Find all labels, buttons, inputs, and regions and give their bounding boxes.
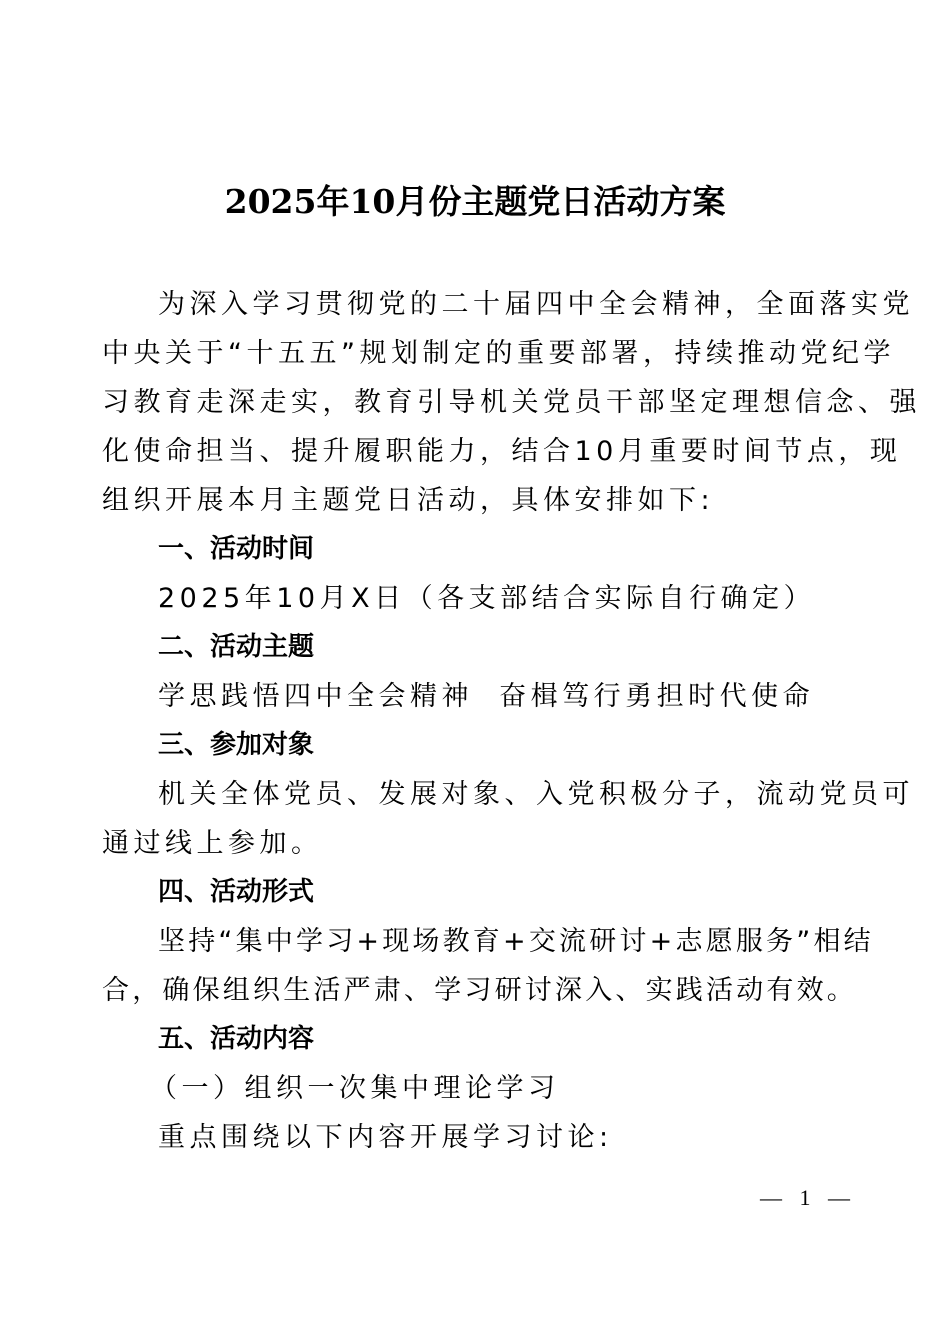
section-content-text: 重点围绕以下内容开展学习讨论: [158,1122,613,1153]
section-heading-theme: 二、活动主题 [158,632,315,662]
section-heading-content: 五、活动内容 [158,1024,315,1054]
section-participants-line-2: 通过线上参加。 [102,828,323,859]
section-time-text: 2025年10月X日（各支部结合实际自行确定） [158,583,816,614]
intro-line-2: 中央关于“十五五”规划制定的重要部署，持续推动党纪学 [102,338,895,369]
section-heading-format: 四、活动形式 [158,877,315,907]
section-heading-participants: 三、参加对象 [158,730,315,760]
intro-line-4: 化使命担当、提升履职能力，结合10月重要时间节点，现 [102,436,902,467]
section-format-line-2: 合，确保组织生活严肃、学习研讨深入、实践活动有效。 [102,975,857,1006]
section-participants-line-1: 机关全体党员、发展对象、入党积极分子，流动党员可 [158,779,914,810]
section-format-line-1: 坚持“集中学习+现场教育+交流研讨+志愿服务”相结 [158,926,874,957]
section-heading-time: 一、活动时间 [158,534,315,564]
section-theme-text: 学思践悟四中全会精神 奋楫笃行勇担时代使命 [158,681,815,712]
intro-line-3: 习教育走深走实，教育引导机关党员干部坚定理想信念、强 [102,387,921,418]
intro-line-1: 为深入学习贯彻党的二十届四中全会精神，全面落实党 [158,289,914,320]
section-content-subheading: （一）组织一次集中理论学习 [150,1073,560,1104]
document-title: 2025年10月份主题党日活动方案 [224,182,726,221]
intro-line-5: 组织开展本月主题党日活动，具体安排如下: [102,485,715,516]
page-number: — 1 — [760,1185,856,1210]
document-body [102,280,921,1162]
